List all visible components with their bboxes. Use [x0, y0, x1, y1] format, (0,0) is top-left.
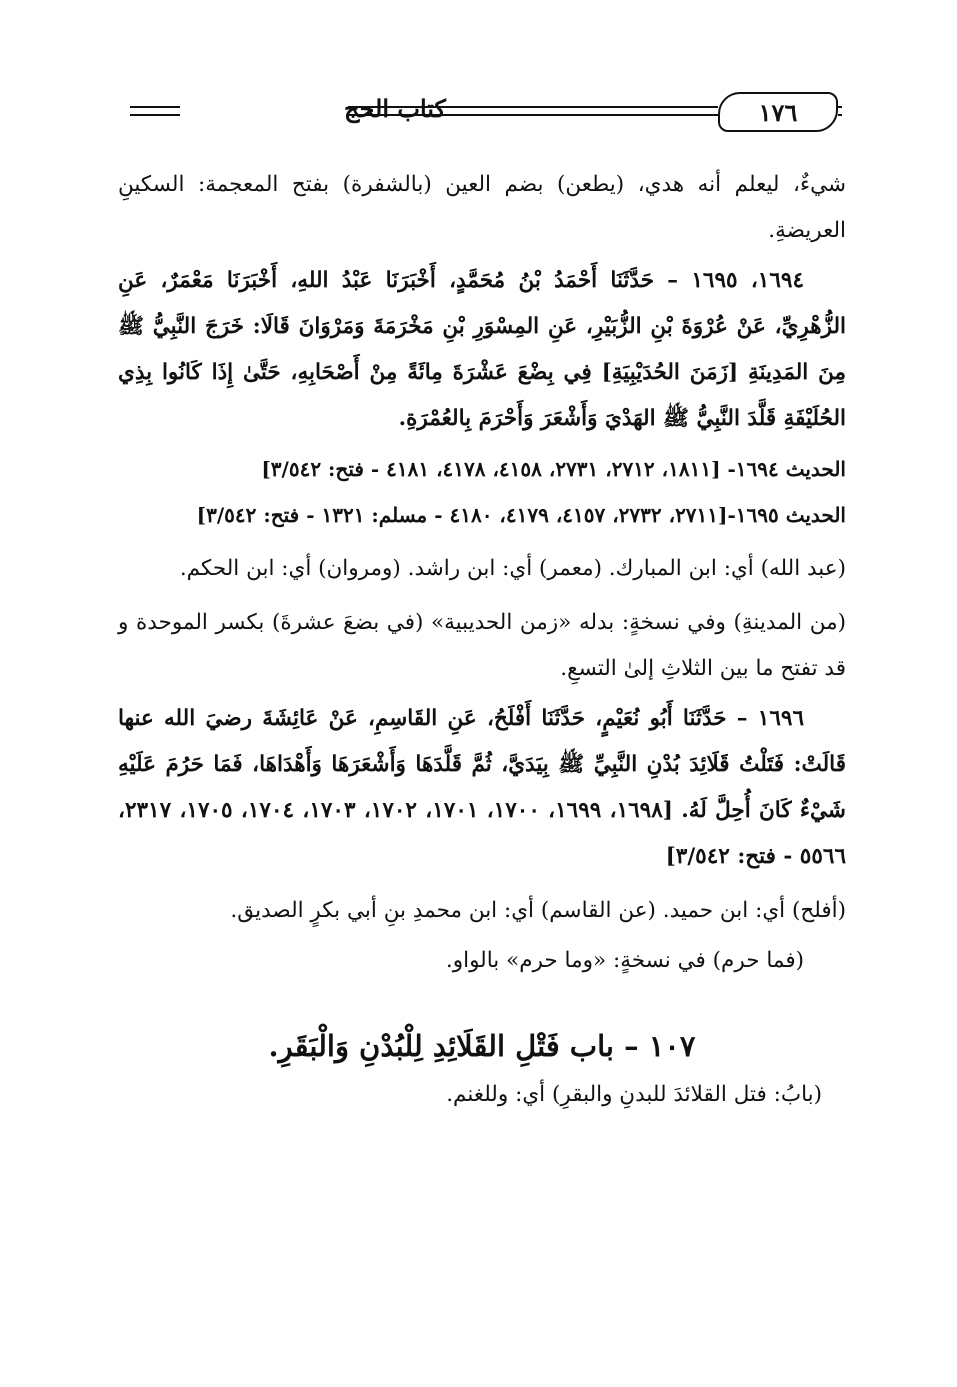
page-content [118, 162, 846, 1118]
commentary-paragraph: (عبد الله) أي: ابن المبارك. (معمر) أي: ابن راشد. (ومروان) أي: ابن الحكم. [179, 556, 846, 581]
chapter-heading: ١٠٧ – باب فَتْلِ القَلَائِدِ لِلْبُدْنِ وَالْبَقَرِ. [268, 1029, 696, 1063]
header-rule [348, 106, 718, 108]
page-number: ١٧٦ [718, 92, 838, 132]
commentary-paragraph: (فما حرم) في نسخةٍ: «وما حرم» بالواو. [445, 948, 804, 973]
hadith-text: ١٦٩٦ – حَدَّثَنَا أَبُو نُعَيْمٍ، حَدَّثَنَا أَفْلَحُ، عَنِ القَاسِمِ، عَنْ عَائِشَةَ رضيَ الله عنها قَالَتْ: فَتَلْتُ قَلَائِدَ بُدْنِ النَّبِيِّ ﷺ بِيَدَيَّ، ثُمَّ قَلَّدَهَا وَأَشْعَرَهَا وَأَهْدَاهَا، فَمَا حَرُمَ عَلَيْهِ شَيْءٌ كَانَ أُحِلَّ لَهُ. [١٦٩٨، ١٦٩٩، ١٧٠٠، ١٧٠١، ١٧٠٢، ١٧٠٣، ١٧٠٤، ١٧٠٥، ٢٣١٧، ٥٥٦٦ - فتح: ٣/٥٤٢] [118, 706, 846, 869]
header-rule [130, 114, 180, 116]
header-rule [130, 106, 180, 108]
commentary-paragraph: (أفلح) أي: ابن حميد. (عن القاسم) أي: ابن محمدِ بنِ أبي بكرٍ الصديق. [230, 898, 846, 923]
commentary-paragraph: (بابُ: فتل القلائدَ للبدنِ والبقرِ) أي: وللغنم. [446, 1082, 822, 1107]
book-title: كتاب الحج [344, 94, 446, 123]
header-rule [838, 114, 842, 116]
hadith-reference: الحديث ١٦٩٤- [١٨١١، ٢٧١٢، ٢٧٣١، ٤١٥٨، ٤١٧٨، ٤١٨١ - فتح: ٣/٥٤٢] [261, 457, 846, 481]
page-header [130, 88, 842, 138]
header-rule [838, 106, 842, 108]
commentary-paragraph: (من المدينةِ) وفي نسخةٍ: بدله «زمن الحديبية» (في بضعَ عشرةَ) بكسر الموحدة و قد تفتح ما بين الثلاثِ إلىٰ التسعِ. [118, 610, 846, 681]
hadith-reference: الحديث ١٦٩٥-[٢٧١١، ٢٧٣٢، ٤١٥٧، ٤١٧٩، ٤١٨٠ - مسلم: ١٣٢١ - فتح: ٣/٥٤٢] [196, 503, 846, 527]
header-rule [348, 114, 718, 116]
commentary-paragraph: شيءٌ، ليعلم أنه هدي، (يطعن) بضم العين (بالشفرة) بفتح المعجمة: السكينِ العريضةِ. [118, 172, 846, 243]
hadith-text: ١٦٩٤، ١٦٩٥ – حَدَّثَنَا أَحْمَدُ بْنُ مُحَمَّدٍ، أَخْبَرَنَا عَبْدُ اللهِ، أَخْبَرَنَا مَعْمَرٌ، عَنِ الزُّهْرِيِّ، عَنْ عُرْوَةَ بْنِ الزُّبَيْرِ، عَنِ المِسْوَرِ بْنِ مَخْرَمَةَ وَمَرْوَانَ قَالَا: خَرَجَ النَّبِيُّ ﷺ مِنَ المَدِينَةِ [زَمَنَ الحُدَيْبِيَةِ] فِي بِضْعَ عَشْرَةَ مِائَةً مِنْ أَصْحَابِهِ، حَتَّىٰ إِذَا كَانُوا بِذِي الحُلَيْفَةِ قَلَّدَ النَّبِيُّ ﷺ الهَدْيَ وَأَشْعَرَ وَأَحْرَمَ بِالعُمْرَةِ. [118, 268, 846, 431]
